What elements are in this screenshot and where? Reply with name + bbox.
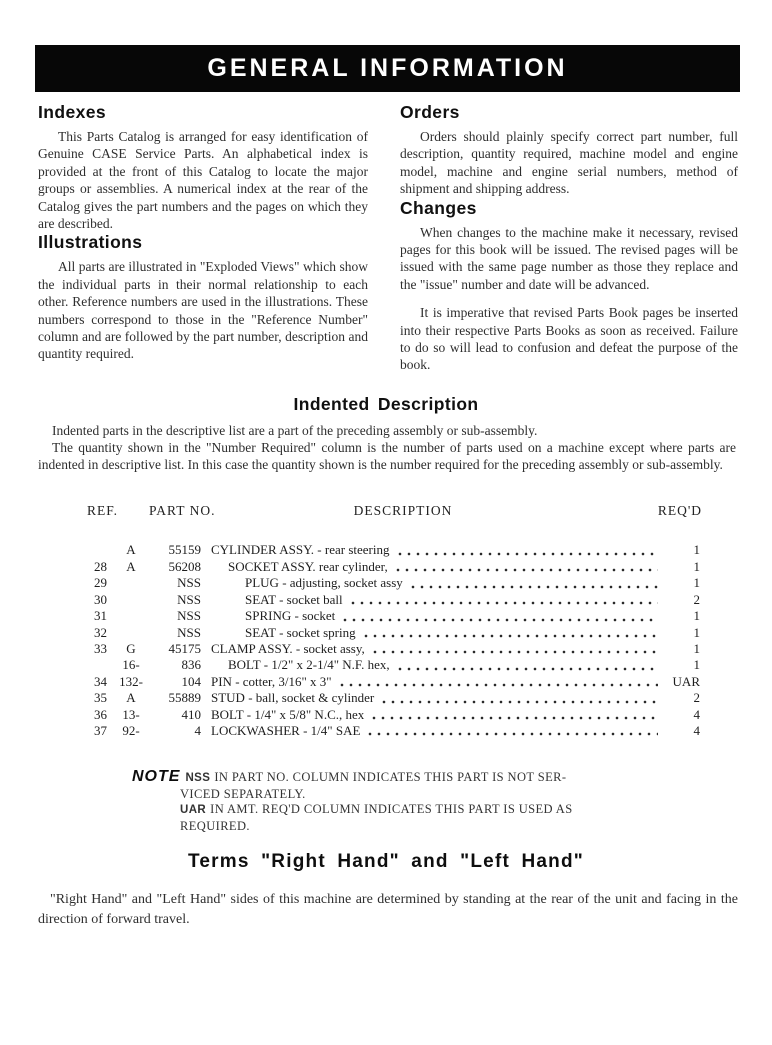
table-row: [85, 625, 700, 641]
note-uar-text-2: REQUIRED.: [180, 818, 250, 833]
dot-leader: [398, 667, 658, 671]
note-uar-term: UAR: [180, 804, 207, 817]
row-part-number: NSS: [177, 624, 201, 640]
row-desc-text: SEAT - socket spring: [245, 624, 356, 640]
row-part-number: 4: [194, 722, 201, 738]
parts-table-header: [85, 503, 700, 520]
changes-paragraph-1: When changes to the machine make it necessary, revised pages for this book will be issued. The revised pages will be issued with the same page number as those they replace and the "issue" number and date will be advanced.: [400, 224, 738, 292]
table-row: [85, 575, 700, 591]
row-description-cell: [211, 542, 664, 558]
row-description-cell: [211, 625, 664, 641]
note-uar-text-1: IN AMT. REQ'D COLUMN INDICATES THIS PART IS USED AS: [210, 802, 573, 817]
row-req-qty: 4: [693, 706, 700, 722]
changes-heading: Changes: [400, 197, 477, 218]
dot-leader: [382, 700, 658, 704]
header-ref: REF.: [87, 503, 119, 519]
row-req-qty: 1: [693, 558, 700, 574]
table-row: [85, 542, 700, 558]
row-desc-text: CYLINDER ASSY. - rear steering: [211, 542, 390, 558]
changes-paragraph-2: It is imperative that revised Parts Book pages be inserted into their respective Parts Books as soon as received. Failure to do so will lead to confusion and defeat the purpose of the book.: [400, 305, 738, 373]
row-part-number: 55889: [168, 690, 201, 706]
left-column: [38, 102, 368, 374]
row-ref: 29: [94, 575, 107, 591]
indexes-heading: Indexes: [38, 102, 106, 122]
row-part-prefix: A: [126, 542, 136, 558]
row-req-qty: 2: [693, 690, 700, 706]
dot-leader: [372, 716, 658, 720]
dot-leader: [340, 683, 658, 687]
dot-leader: [411, 585, 658, 589]
row-part-number: 836: [181, 657, 201, 673]
row-description-cell: [211, 657, 664, 673]
row-ref: 37: [94, 722, 107, 738]
note-nss-term: NSS: [185, 772, 211, 785]
row-req-qty: 1: [693, 608, 700, 624]
row-desc-text: SEAT - socket ball: [245, 591, 343, 607]
dot-leader: [343, 618, 658, 622]
row-part-prefix: 13-: [122, 706, 140, 722]
row-ref: 28: [94, 558, 107, 574]
right-column: [400, 102, 738, 374]
row-part-number: 56208: [168, 558, 201, 574]
row-desc-text: PIN - cotter, 3/16" x 3": [211, 673, 332, 689]
row-desc-text: BOLT - 1/4" x 5/8" N.C., hex: [211, 706, 365, 722]
note-nss-text-2: VICED SEPARATELY.: [180, 786, 306, 801]
indented-description-section: [38, 422, 736, 474]
row-req-qty: 4: [693, 722, 700, 738]
row-part-number: 410: [181, 706, 201, 722]
row-description-cell: [211, 575, 664, 591]
table-row: [85, 707, 700, 723]
row-part-number: NSS: [177, 575, 201, 591]
dot-leader: [364, 634, 658, 638]
row-req-qty: 1: [693, 657, 700, 673]
row-description-cell: [211, 707, 664, 723]
dot-leader: [351, 601, 658, 605]
note-uar: [180, 802, 652, 834]
row-desc-text: BOLT - 1/2" x 2-1/4" N.F. hex,: [228, 657, 390, 673]
row-description-cell: [211, 592, 664, 608]
row-ref: 31: [94, 608, 107, 624]
table-row: [85, 559, 700, 575]
table-row: [85, 641, 700, 657]
note-nss-text-1: IN PART NO. COLUMN INDICATES THIS PART IS NOT SER-: [214, 770, 567, 785]
row-description-cell: [211, 723, 664, 739]
note-nss: [132, 768, 652, 802]
terms-paragraph: "Right Hand" and "Left Hand" sides of this machine are determined by standing at the rear of the unit and facing in the direction of forward travel.: [38, 892, 738, 927]
table-row: [85, 608, 700, 624]
orders-heading: Orders: [400, 102, 460, 122]
table-row: [85, 592, 700, 608]
row-description-cell: [211, 608, 664, 624]
table-row: [85, 723, 700, 739]
row-description-cell: [211, 674, 664, 690]
row-req-qty: 1: [693, 542, 700, 558]
table-row: [85, 674, 700, 690]
row-part-prefix: 16-: [122, 657, 140, 673]
dot-leader: [398, 552, 659, 556]
row-description-cell: [211, 690, 664, 706]
row-req-qty: 1: [693, 575, 700, 591]
indexes-paragraph: This Parts Catalog is arranged for easy identification of Genuine CASE Service Parts. An alphabetical index is provided at the front of this Catalog to locate the major groups or assemblies. A numerical index at the rear of the Catalog gives the part numbers and the pages on which they are described.: [38, 129, 368, 232]
orders-paragraph: Orders should plainly specify correct part number, full description, quantity required, machine model and engine model, machine and engine serial numbers, method of shipment and shipping address.: [400, 129, 738, 197]
illustrations-paragraph: All parts are illustrated in "Exploded Views" which show the individual parts in their normal relationship to each other. Reference numbers are used in the illustrations. These numbers correspond to those in the "Reference Number" column and are followed by the part number, description and quantity required.: [38, 259, 368, 362]
table-row: [85, 657, 700, 673]
terms-heading: Terms "Right Hand" and "Left Hand": [188, 851, 584, 873]
row-desc-text: SOCKET ASSY. rear cylinder,: [228, 558, 388, 574]
illustrations-heading: Illustrations: [38, 232, 143, 253]
two-column-layout: [38, 102, 738, 374]
row-ref: 35: [94, 690, 107, 706]
note-block: [132, 769, 652, 834]
row-part-number: 55159: [168, 542, 201, 558]
indented-description-heading: Indented Description: [293, 393, 479, 414]
row-ref: 33: [94, 640, 107, 656]
note-label: NOTE: [132, 768, 181, 786]
dot-leader: [396, 568, 658, 572]
row-req-qty: UAR: [672, 673, 700, 689]
page-title: GENERAL INFORMATION: [207, 54, 568, 82]
row-description-cell: [211, 641, 664, 657]
header-req: REQ'D: [657, 503, 702, 519]
row-ref: 30: [94, 591, 107, 607]
dot-leader: [368, 732, 658, 736]
indented-description-paragraph-1: Indented parts in the descriptive list are a part of the preceding assembly or sub-assembly.: [52, 422, 538, 438]
indented-description-paragraph-2: The quantity shown in the "Number Required" column is the number of parts used on a machine except where parts are indented in descriptive list. In this case the quantity shown is the number required for the preceding assembly or sub-assembly.: [38, 440, 736, 473]
row-description-cell: [211, 559, 664, 575]
row-part-number: NSS: [177, 608, 201, 624]
row-part-prefix: 92-: [122, 722, 140, 738]
row-ref: 32: [94, 624, 107, 640]
parts-table-rows: [85, 542, 700, 739]
row-desc-text: LOCKWASHER - 1/4" SAE: [211, 722, 361, 738]
row-req-qty: 1: [693, 624, 700, 640]
row-part-number: 104: [181, 673, 201, 689]
row-ref: 34: [94, 673, 107, 689]
parts-table: [85, 503, 700, 739]
row-ref: 36: [94, 706, 107, 722]
row-part-prefix: 132-: [119, 673, 143, 689]
header-part-no: PART NO.: [149, 503, 216, 519]
row-desc-text: PLUG - adjusting, socket assy: [245, 575, 403, 591]
row-desc-text: CLAMP ASSY. - socket assy,: [211, 640, 365, 656]
row-part-number: 45175: [168, 640, 201, 656]
row-desc-text: SPRING - socket: [245, 608, 336, 624]
dot-leader: [373, 650, 658, 654]
header-description: DESCRIPTION: [353, 503, 453, 519]
row-part-prefix: G: [126, 640, 136, 656]
row-part-prefix: A: [126, 558, 136, 574]
row-req-qty: 1: [693, 640, 700, 656]
table-row: [85, 690, 700, 706]
row-part-number: NSS: [177, 591, 201, 607]
row-req-qty: 2: [693, 591, 700, 607]
row-part-prefix: A: [126, 690, 136, 706]
page-banner: [35, 45, 740, 92]
row-desc-text: STUD - ball, socket & cylinder: [211, 690, 375, 706]
